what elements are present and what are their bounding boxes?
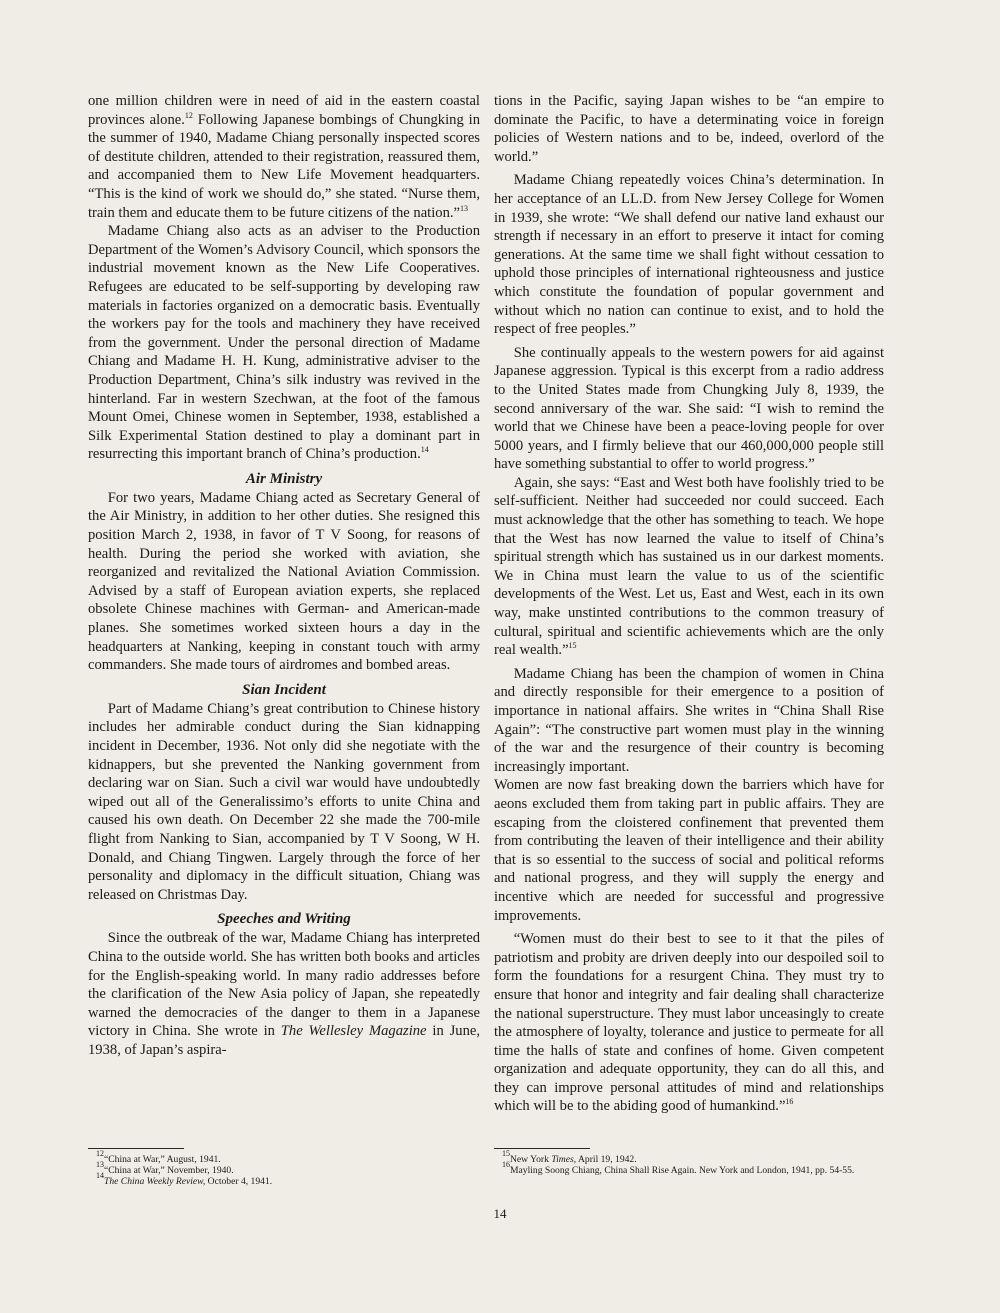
paragraph: Part of Madame Chiang’s great contribution to Chinese history includes her admirable conduct during the Sian kidnapping incident in December, 1936. Not only did she negotiate with the kidnappers, but she prevented the Nanking government from declaring war on Sian. Such a civil war would have undoubtedly wiped out all of the Generalissimo’s efforts to unite China and caused his own death. On December 22 she made the 700-mile flight from Nanking to Sian, accompanied by T V Soong, W H. Donald, and Chiang Tingwen. Largely through the force of her personality and diplomacy in the difficult situation, Chiang was released on Christmas Day.	[88, 700, 480, 903]
paragraph: Madame Chiang also acts as an adviser to the Production Department of the Women’s Advisory Council, which sponsors the industrial movement known as the New Life Cooperatives. Refugees are educated to be self-supporting by developing raw materials in factories organized on a democratic basis. Eventually the workers pay for the tools and machinery they have received from the government. Under the personal direction of Madame Chiang and Madame H. H. Kung, administrative adviser to the Production Department, China’s silk industry was revived in the hinterland. Far in western Szechwan, at the foot of the famous Mount Omei, Chinese women in September, 1938, established a Silk Experimental Station destined to play a dominant part in resurrecting this important branch of China’s production.$^{14}$	[88, 223, 480, 463]
page-number: 14	[493, 1206, 507, 1221]
footnote-ref: 12	[184, 110, 193, 120]
footnote-ref: 16	[785, 1097, 794, 1107]
footnotes-right	[502, 1149, 886, 1177]
footnote: $^{16}$Mayling Soong Chiang, China Shall Rise Again. New York and London, 1941, pp. 54-55.	[502, 1160, 855, 1177]
footnote: $^{14}$The China Weekly Review, October 4, 1941.	[96, 1171, 273, 1188]
paragraph: one million children were in need of aid in the eastern coastal provinces alone.$^{12}$ Following Japanese bombings of Chungking in the summer of 1940, Madame Chiang personally inspected scores of destitute children, attended to their registration, reassured them, and accompanied them to New Life Movement headquarters. “This is the kind of work we should do,” she stated. “Nurse them, train them and educate them to be future citizens of the nation.”$^{13}$	[88, 93, 480, 221]
paragraph: Madame Chiang has been the champion of women in China and directly responsible for their emergence to a position of importance in national affairs. She writes in “China Shall Rise Again”: “The constructive part women must play in the winning of the war and the resurgence of their country is becoming increasingly important.	[494, 665, 884, 775]
right-column	[494, 92, 884, 1116]
paragraph: Madame Chiang repeatedly voices China’s determination. In her acceptance of an LL.D. from New Jersey College for Women in 1939, she wrote: “We shall defend our native land exhaust our strength if necessary in an effort to preserve it intact for coming generations. At the same time we shall fight without cessation to uphold those principles of international righteousness and justice which constitute the foundation of popular government and without which no nation can continue to exist, and to hold the respect of free peoples.”	[494, 172, 884, 338]
paragraph: Again, she says: “East and West both have foolishly tried to be self-sufficient. Neither had succeeded nor could succeed. Each must acknowledge that the other has something to teach. We hope that the West has now learned the value to itself of China’s spiritual strength which has sustained us in our darkest moments. We in China must learn the value to us of the scientific developments of the West. Let us, East and West, each in its own way, make unstinted contributions to the common treasury of cultural, spiritual and scientific achievements which are the only real wealth.”$^{15}$	[494, 474, 884, 659]
footnote-ref: 15	[568, 641, 577, 651]
footnote-ref: 13	[460, 203, 468, 213]
footnote-ref: 14	[420, 445, 429, 455]
footnote: $^{13}$“China at War,” November, 1940.	[96, 1160, 234, 1177]
paragraph: Since the outbreak of the war, Madame Chiang has interpreted China to the outside world. She has written both books and articles for the English-speaking world. In many radio addresses before the clarification of the New Asia policy of Japan, she repeatedly warned the democracies of the danger to them in a Japanese victory in China. She wrote in The Wellesley Magazine in June, 1938, of Japan’s aspira-	[88, 930, 480, 1058]
section-heading-air-ministry: Air Ministry	[245, 470, 323, 487]
footnote: $^{15}$New York Times, April 19, 1942.	[502, 1149, 637, 1165]
footnote: $^{12}$“China at War,” August, 1941.	[96, 1149, 221, 1165]
paragraph: Women are now fast breaking down the barriers which have for aeons excluded them from taking part in public affairs. They are escaping from the cloistered confinement that prevented them from contributing the leaven of their intelligence and their ability that is so essential to the success of social and political reforms and national progress, and they will supply the energy and incentive which are needed for successful and progressive improvements.	[494, 777, 884, 924]
paragraph: She continually appeals to the western powers for aid against Japanese aggression. Typical is this excerpt from a radio address to the United States made from Chungking July 8, 1939, the second anniversary of the war. She said: “I wish to remind the world that we Chinese have been a peace-loving people for over 5000 years, and I firmly believe that our 460,000,000 people still have something substantial to offer to world progress.”	[494, 344, 884, 473]
left-column	[88, 92, 480, 1060]
italic-title: The Wellesley Magazine	[280, 1023, 427, 1040]
paragraph: “Women must do their best to see to it that the piles of patriotism and probity are driven deeply into our despoiled soil to form the foundations for a resurgent China. They must try to ensure that honor and integrity and fair dealing shall characterize the national superstructure. They must labor unceasingly to create the atmosphere of loyalty, tolerance and justice to permeate for all time the halls of state and confines of home. Given competent organization and adequate opportunity, they can do all this, and they can improve personal attitudes of mind and relationships which will be to the abiding good of humankind.”$^{16}$	[494, 931, 884, 1115]
paragraph: tions in the Pacific, saying Japan wishes to be “an empire to dominate the Pacific, to have a determinating voice in foreign policies of Western nations and to be, indeed, overlord of the world.”	[494, 93, 884, 165]
paragraph: For two years, Madame Chiang acted as Secretary General of the Air Ministry, in addition to her other duties. She resigned this position March 2, 1938, in favor of T V Soong, for reasons of health. During the period she worked with aviation, she reorganized and revitalized the National Aviation Commission. Advised by a staff of European aviation experts, she replaced obsolete Chinese machines with German- and American-made planes. She sometimes worked sixteen hours a day in the headquarters at Nanking, keeping in constant touch with army commanders. She made tours of airdromes and bombed areas.	[88, 489, 480, 674]
footnotes-left	[96, 1149, 480, 1188]
section-heading-sian-incident: Sian Incident	[242, 681, 326, 698]
section-heading-speeches: Speeches and Writing	[217, 911, 351, 928]
